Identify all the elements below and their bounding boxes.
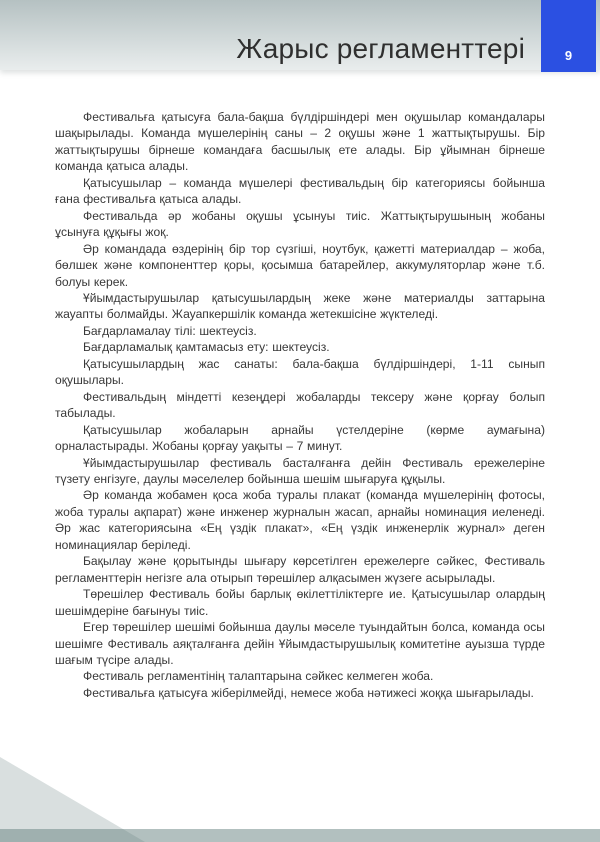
paragraph: Фестивальда әр жобаны оқушы ұсынуы тиіс. Жаттықтырушының жобаны ұсынуға құқығы жоқ. <box>55 208 545 240</box>
paragraph: Фестивальға қатысуға бала-бақша бүлдіршіндері мен оқушылар командалары шақырылады. Команда мүшелерінің саны – 2 оқушы және 1 жаттықтырушы. Бір жаттықтырушы бірнеше командаға басшылық ете алады. Бір ұйымнан бірнеше команда қатыса алады. <box>55 110 545 174</box>
paragraph: Қатысушылар – команда мүшелері фестивальдың бір категориясы бойынша ғана фестивальға қатыса алады. <box>55 175 545 207</box>
page-header <box>0 0 600 70</box>
footer-corner-triangle <box>0 757 145 842</box>
paragraph: Әр команда жобамен қоса жоба туралы плакат (команда мүшелерінің фотосы, жоба туралы ақпарат) және инженер журналын жасап, арнайы номинация иеленеді. Әр жас категориясына «Ең үздік плакат», «Ең үздік инженерлік журнал» деген номинациялар беріледі. <box>55 488 545 552</box>
paragraph: Егер төрешілер шешімі бойынша даулы мәселе туындайтын болса, команда осы шешімге Фестиваль аяқталғанға дейін Ұйымдастырушылық комитетіне ауызша түрде шағым түсіре алады. <box>55 620 545 667</box>
paragraph: Бағдарламалық қамтамасыз ету: шектеусіз. <box>83 340 330 355</box>
paragraph: Фестивальдың міндетті кезеңдері жобаларды тексеру және қорғау болып табылады. <box>55 389 545 421</box>
footer-decoration <box>0 742 600 842</box>
page-title: Жарыс регламенттері <box>236 33 525 64</box>
paragraph: Бағдарламалау тілі: шектеусіз. <box>83 323 257 338</box>
page-number-box <box>541 0 596 72</box>
paragraph: Қатысушылар жобаларын арнайы үстелдеріне (көрме аумағына) орналастырады. Жобаны қорғау уақыты – 7 минут. <box>55 422 545 454</box>
page-number: 9 <box>564 48 573 63</box>
paragraph: Төрешілер Фестиваль бойы барлық өкілеттіліктерге ие. Қатысушылар олардың шешімдеріне бағынуы тиіс. <box>55 587 545 618</box>
paragraph: Ұйымдастырушылар қатысушылардың жеке және материалды заттарына жауапты болмайды. Жауапкершілік команда жетекшісіне жүктеледі. <box>55 290 545 322</box>
paragraph: Бақылау және қорытынды шығару көрсетілген ережелерге сәйкес, Фестиваль регламенттерін негізге ала отырып төрешілер алқасымен жүзеге асырылады. <box>55 554 545 585</box>
paragraph: Әр командада өздерінің бір тор сүзгіші, ноутбук, қажетті материалдар – жоба, бөлшек және компоненттер қоры, қосымша батарейлер, аккумуляторлар және т.б. болуы керек. <box>55 241 545 289</box>
paragraph: Фестиваль регламентінің талаптарына сәйкес келмеген жоба. <box>83 669 434 684</box>
paragraph: Ұйымдастырушылар фестиваль басталғанға дейін Фестиваль ережелеріне түзету енгізуге, даулы мәселелер бойынша шешім шығаруға құқылы. <box>55 455 545 486</box>
paragraph: Қатысушылардың жас санаты: бала-бақша бүлдіршіндері, 1-11 сынып оқушылары. <box>55 356 545 388</box>
document-body <box>55 109 545 701</box>
paragraph: Фестивальға қатысуға жіберілмейді, немесе жоба нәтижесі жоққа шығарылады. <box>83 685 534 700</box>
